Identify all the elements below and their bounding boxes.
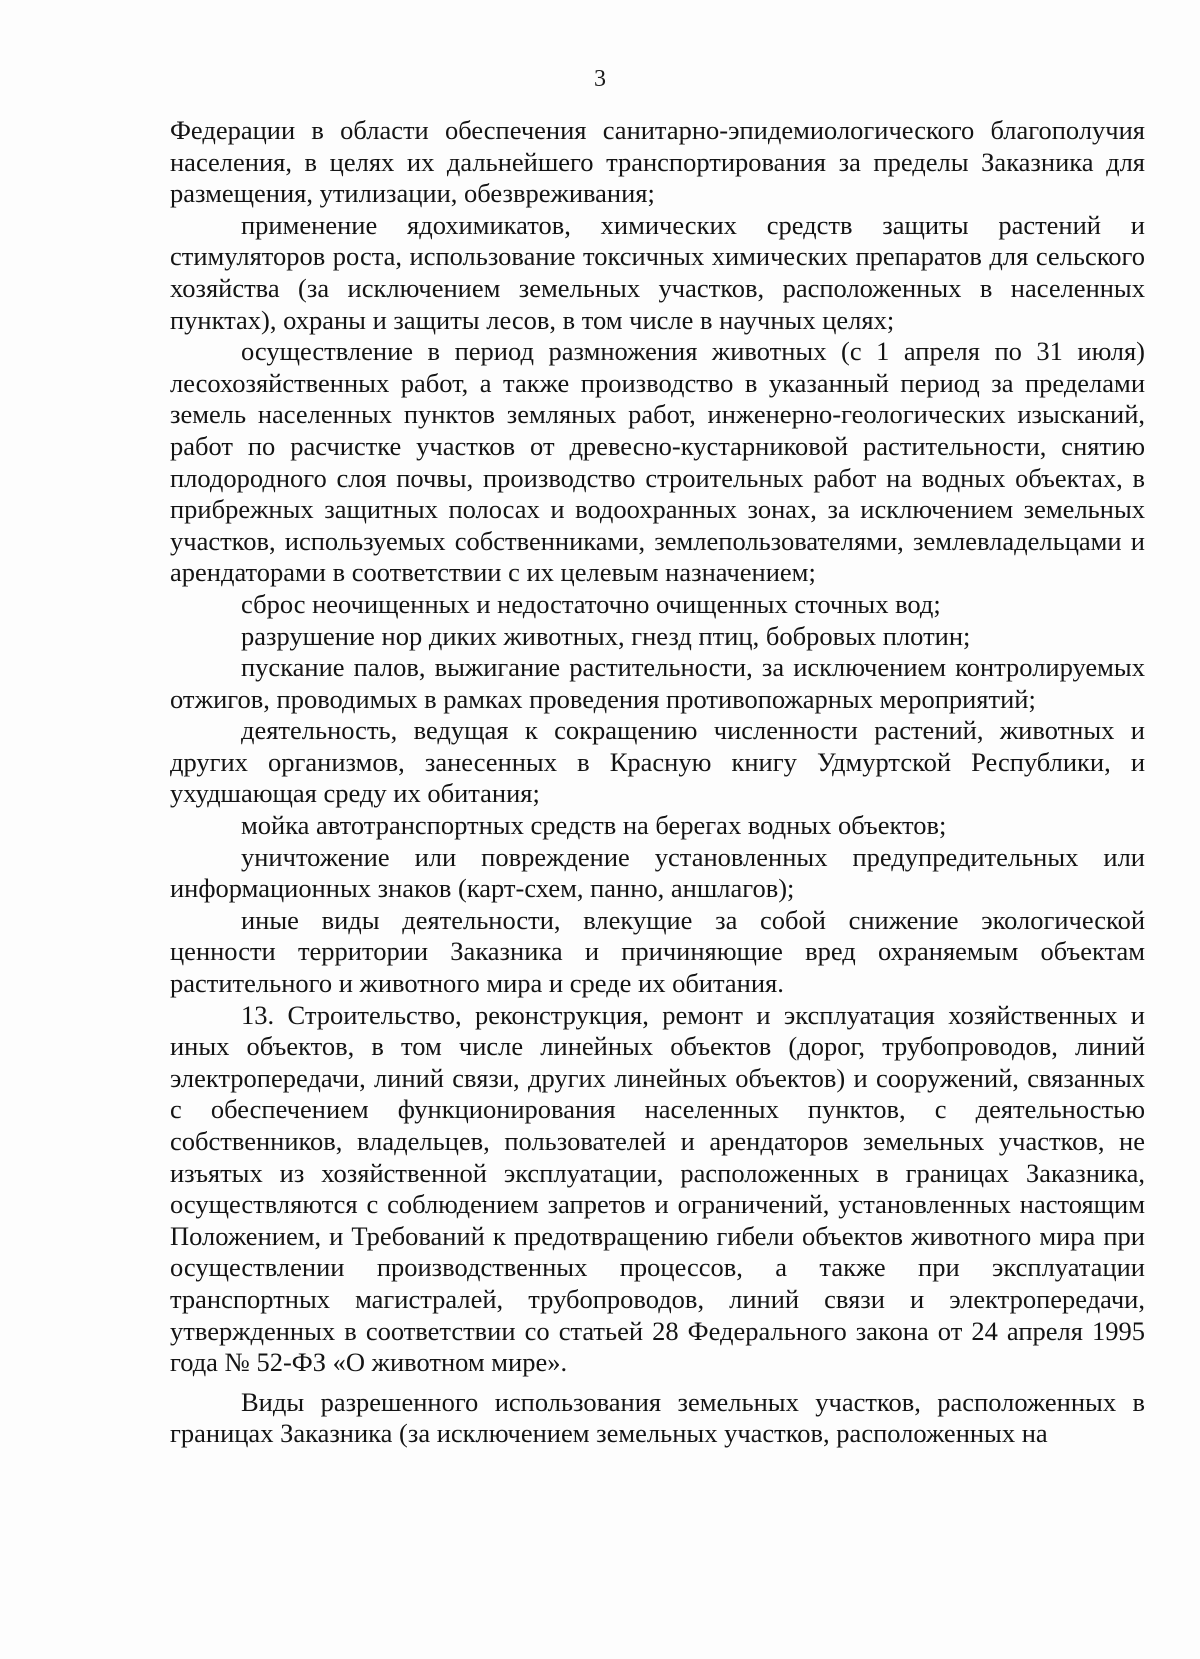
paragraph-land-use: Виды разрешенного использования земельных участков, расположенных в границах Заказника (за исключением земельных участков, расположенных на <box>170 1386 1145 1449</box>
paragraph-other-activities: иные виды деятельности, влекущие за собой снижение экологической ценности территории Заказника и причиняющие вред охраняемым объектам растительного и животного мира и среде их обитания. <box>170 904 1145 999</box>
paragraph-burrows-nests: разрушение нор диких животных, гнезд птиц, бобровых плотин; <box>241 620 971 651</box>
paragraph-red-book-species: деятельность, ведущая к сокращению численности растений, животных и других организмов, занесенных в Красную книгу Удмуртской Республики, и ухудшающая среду их обитания; <box>170 715 1145 809</box>
paragraph-pesticides: применение ядохимикатов, химических средств защиты растений и стимуляторов роста, использование токсичных химических препаратов для сельского хозяйства (за исключением земельных участков, расположенных в населенных пунктах), охраны и защиты лесов, в том числе в научных целях; <box>170 209 1145 335</box>
paragraph-wastewater: сброс неочищенных и недостаточно очищенных сточных вод; <box>241 588 941 619</box>
page-number: 3 <box>594 66 606 92</box>
paragraph-car-washing: мойка автотранспортных средств на берегах водных объектов; <box>241 810 947 841</box>
paragraph-burning: пускание палов, выжигание растительности, за исключением контролируемых отжигов, проводимых в рамках проведения противопожарных мероприятий; <box>170 652 1145 714</box>
paragraph-item-13: 13. Строительство, реконструкция, ремонт и эксплуатация хозяйственных и иных объектов, в том числе линейных объектов (дорог, трубопроводов, линий электропередачи, линий связи, других линейных объектов) и сооружений, связанных с обеспечением функционирования населенных пунктов, с деятельностью собственников, владельцев, пользователей и арендаторов земельных участков, не изъятых из хозяйственной эксплуатации, расположенных в границах Заказника, осуществляются с соблюдением запретов и ограничений, установленных настоящим Положением, и Требований к предотвращению гибели объектов животного мира при осуществлении производственных процессов, а также при эксплуатации транспортных магистралей, трубопроводов, линий связи и электропередачи, утвержденных в соответствии со статьей 28 Федерального закона от 24 апреля 1995 года № 52-ФЗ «О животном мире». <box>170 999 1145 1378</box>
paragraph-breeding-season-works: осуществление в период размножения животных (с 1 апреля по 31 июля) лесохозяйственных работ, а также производство в указанный период за пределами земель населенных пунктов земляных работ, инженерно-геологических изысканий, работ по расчистке участков от древесно-кустарниковой растительности, снятию плодородного слоя почвы, производство строительных работ на водных объектах, в прибрежных защитных полосах и водоохранных зонах, за исключением земельных участков, используемых собственниками, землепользователями, землевладельцами и арендаторами в соответствии с их целевым назначением; <box>170 336 1145 588</box>
paragraph-continuation: Федерации в области обеспечения санитарно-эпидемиологического благополучия населения, в целях их дальнейшего транспортирования за пределы Заказника для размещения, утилизации, обезвреживания; <box>170 115 1145 209</box>
paragraph-signs-damage: уничтожение или повреждение установленных предупредительных или информационных знаков (карт-схем, панно, аншлагов); <box>170 841 1145 904</box>
document-body <box>170 115 1145 1450</box>
